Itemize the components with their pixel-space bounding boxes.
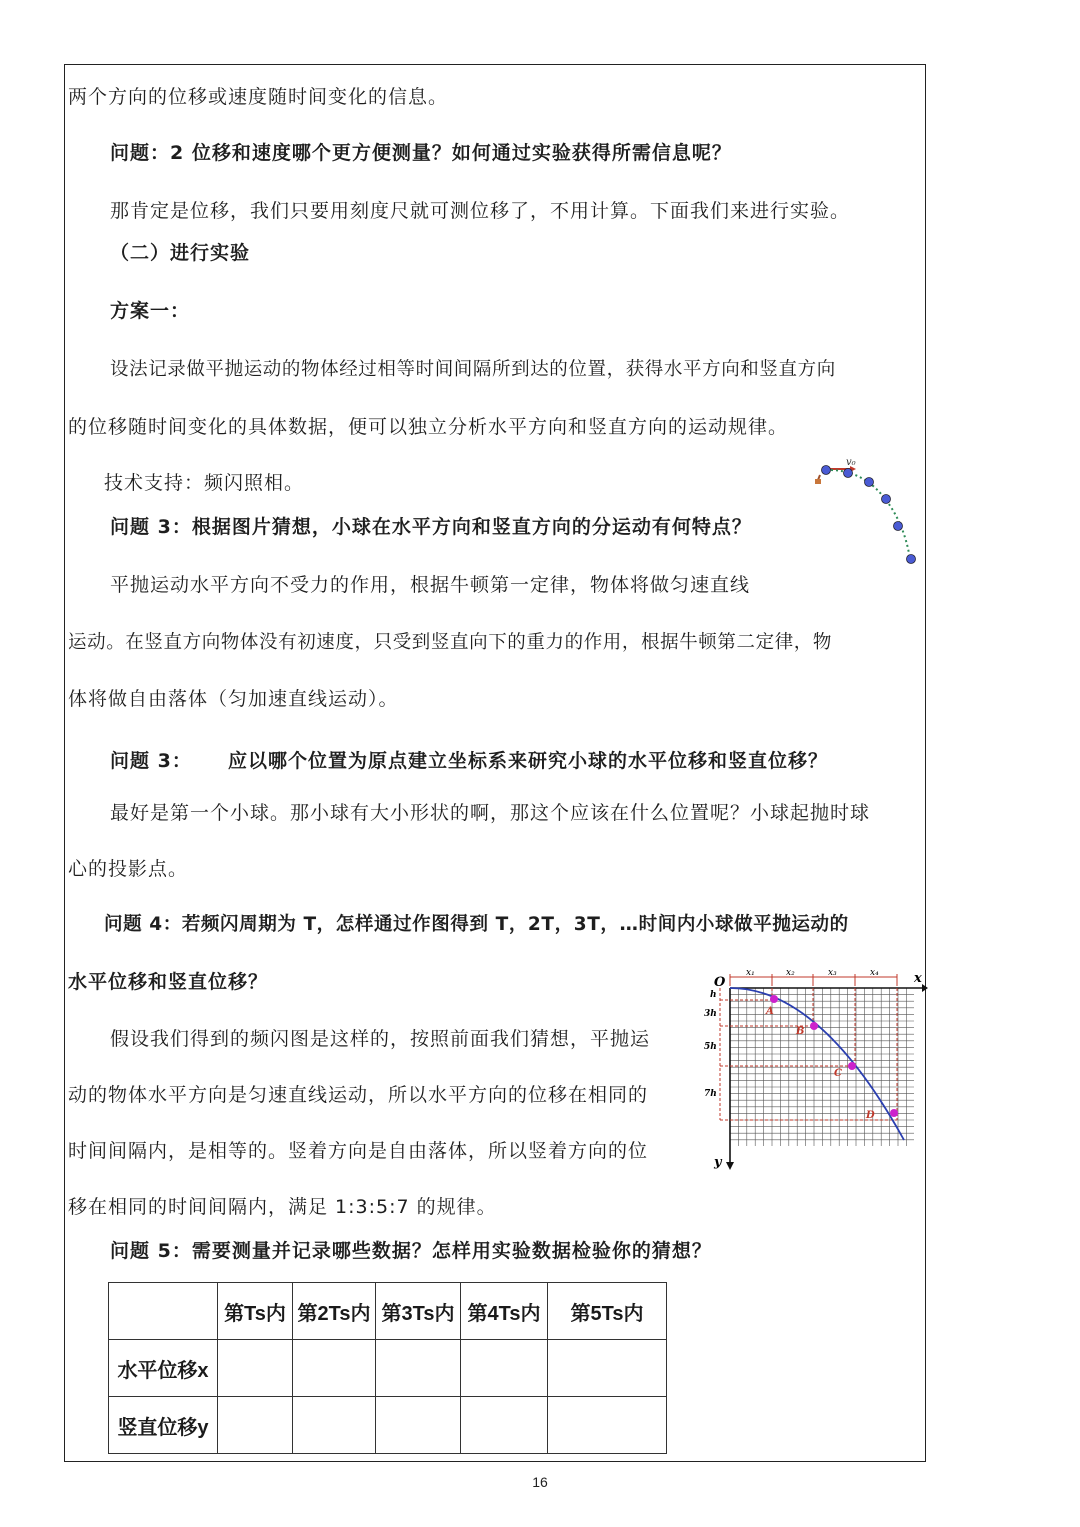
answer-2: 那肯定是位移，我们只要用刻度尺就可测位移了，不用计算。下面我们来进行实验。 (110, 200, 851, 222)
x-axis-label: x (914, 971, 922, 986)
table-cell[interactable] (218, 1340, 293, 1397)
h-label: 5h (704, 1042, 717, 1052)
table-cell[interactable] (376, 1340, 461, 1397)
question-2: 问题：2 位移和速度哪个更方便测量？如何通过实验获得所需信息呢？ (110, 142, 732, 164)
point-a (770, 995, 778, 1003)
table-header-cell: 第2Ts内 (293, 1283, 376, 1340)
table-cell[interactable] (461, 1340, 548, 1397)
plan-text-2: 的位移随时间变化的具体数据，便可以独立分析水平方向和竖直方向的运动规律。 (68, 416, 789, 438)
point-b (810, 1022, 818, 1030)
table-cell[interactable] (548, 1397, 667, 1454)
point-d (890, 1109, 898, 1117)
h-label: 7h (704, 1089, 717, 1099)
answer-4-line-2: 动的物体水平方向是匀速直线运动，所以水平方向的位移在相同的 (68, 1084, 649, 1106)
text-line-continuation: 两个方向的位移或速度随时间变化的信息。 (68, 86, 449, 108)
answer-4-line-3: 时间间隔内，是相等的。竖着方向是自由落体，所以竖着方向的位 (68, 1140, 649, 1162)
table-cell[interactable] (293, 1397, 376, 1454)
row-label: 竖直位移y (109, 1397, 218, 1454)
table-cell[interactable] (461, 1397, 548, 1454)
point-label: A (766, 1006, 774, 1017)
table-header-cell: 第3Ts内 (376, 1283, 461, 1340)
h-label: 3h (704, 1009, 717, 1019)
plan-heading: 方案一： (110, 300, 191, 322)
ball (844, 469, 853, 478)
point-label: B (796, 1026, 805, 1037)
section-heading: （二）进行实验 (110, 242, 251, 264)
answer-3b-line-2: 心的投影点。 (68, 858, 189, 880)
answer-4-line-4: 移在相同的时间间隔内，满足 1:3:5:7 的规律。 (68, 1196, 497, 1218)
table-header-cell: 第Ts内 (218, 1283, 293, 1340)
table-cell[interactable] (376, 1397, 461, 1454)
answer-3-line-2: 运动。在竖直方向物体没有初速度，只受到竖直向下的重力的作用，根据牛顿第二定律，物 (68, 632, 833, 653)
ball (822, 466, 831, 475)
table-cell[interactable] (218, 1397, 293, 1454)
origin-label: O (714, 975, 726, 990)
question-3: 问题 3：根据图片猜想，小球在水平方向和竖直方向的分运动有何特点？ (110, 516, 752, 538)
flash-photo-figure (810, 455, 922, 570)
ball (882, 495, 891, 504)
row-label: 水平位移x (109, 1340, 218, 1397)
ball (865, 478, 874, 487)
question-4-line-2: 水平位移和竖直位移？ (68, 971, 269, 993)
question-5: 问题 5：需要测量并记录哪些数据？怎样用实验数据检验你的猜想？ (110, 1240, 712, 1262)
grid (730, 988, 914, 1146)
question-4-line-1: 问题 4：若频闪周期为 T，怎样通过作图得到 T，2T，3T，…时间内小球做平抛运动的 (104, 914, 849, 935)
y-axis-label: y (714, 1155, 722, 1170)
answer-3-line-3: 体将做自由落体（匀加速直线运动）。 (68, 688, 399, 710)
velocity-label: v₀ (846, 457, 856, 468)
table-row (109, 1340, 667, 1397)
table-header-row (109, 1283, 667, 1340)
tech-support: 技术支持：频闪照相。 (104, 472, 305, 494)
table-header-cell: 第4Ts内 (461, 1283, 548, 1340)
table-cell[interactable] (548, 1340, 667, 1397)
answer-3b-line-1: 最好是第一个小球。那小球有大小形状的啊，那这个应该在什么位置呢？小球起抛时球 (110, 802, 871, 824)
plan-text-1: 设法记录做平抛运动的物体经过相等时间间隔所到达的位置，获得水平方向和竖直方向 (110, 359, 836, 380)
answer-3-line-1: 平抛运动水平方向不受力的作用，根据牛顿第一定律，物体将做匀速直线 (110, 574, 751, 596)
table-cell[interactable] (293, 1340, 376, 1397)
ball (894, 522, 903, 531)
h-label: h (710, 990, 717, 1000)
table-header-cell (109, 1283, 218, 1340)
x-segment-label: x₄ (870, 968, 879, 978)
point-c (848, 1062, 856, 1070)
point-label: D (866, 1110, 875, 1121)
question-3b-text: 应以哪个位置为原点建立坐标系来研究小球的水平位移和竖直位移？ (228, 750, 829, 772)
x-segment-label: x₃ (828, 968, 837, 978)
table-header-cell: 第5Ts内 (548, 1283, 667, 1340)
question-3b-label: 问题 3： (110, 750, 192, 772)
record-table (108, 1282, 667, 1454)
trajectory-curve (730, 988, 904, 1140)
point-label: C (834, 1068, 842, 1079)
answer-4-line-1: 假设我们得到的频闪图是这样的，按照前面我们猜想，平抛运 (110, 1028, 651, 1050)
x-segment-label: x₂ (786, 968, 795, 978)
x-segment-label: x₁ (746, 968, 755, 978)
launcher-icon (815, 479, 821, 484)
table-row (109, 1397, 667, 1454)
ball (907, 555, 916, 564)
grid-trajectory-figure (700, 968, 928, 1174)
page-number: 16 (532, 1474, 548, 1490)
